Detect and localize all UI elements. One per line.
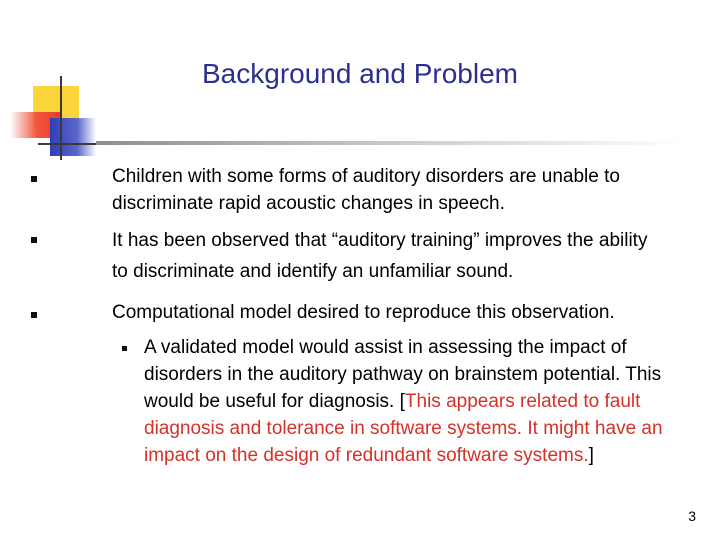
page-number: 3 <box>688 508 696 524</box>
title-underline <box>96 141 686 145</box>
sub-bullet-text: A validated model would assist in assessing the impact of disorders in the auditory pathway on brainstem potential. This would be useful for diagnosis. [ <box>144 337 662 412</box>
sub-bullet-annotation: This appears related to fault diagnosis and tolerance in software systems. It might have an impact on the design of redundant software systems. <box>144 391 663 466</box>
bullet-line: It has been observed that “auditory training” improves the ability <box>112 230 648 251</box>
bullet-item: Computational model desired to reproduce this observation. <box>112 302 615 323</box>
bullet-marker <box>31 176 37 182</box>
sub-bullet-close: ] <box>588 445 594 466</box>
slide-title: Background and Problem <box>202 58 518 89</box>
sub-bullet-item <box>144 334 700 469</box>
sub-bullet-marker <box>122 346 127 351</box>
bullet-item <box>112 227 697 285</box>
bullet-item: Children with some forms of auditory disorders are unable to discriminate rapid acoustic changes in speech. <box>112 166 620 214</box>
bullet-marker <box>31 237 37 243</box>
bullet-line: to discriminate and identify an unfamiliar sound. <box>112 261 514 282</box>
bullet-marker <box>31 312 37 318</box>
decor-blue-square <box>50 118 96 156</box>
